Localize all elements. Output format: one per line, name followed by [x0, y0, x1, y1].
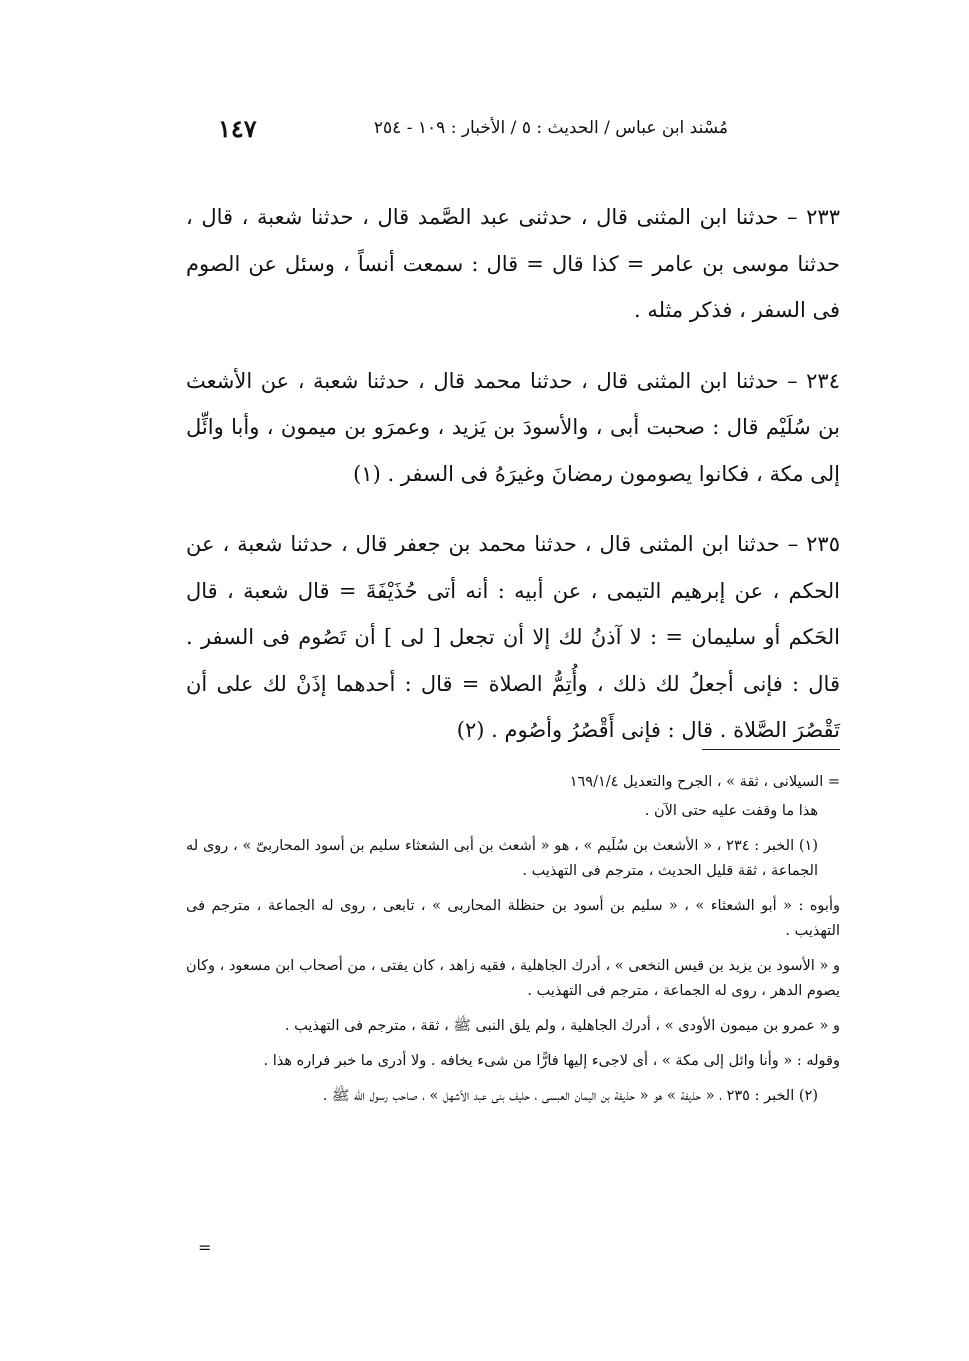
footnote-1-wail: وقوله : « وأنا وائل إلى مكة » ، أى لاجىء إليها فارًّا من شىء يخافه . ولا أدرى ما خبر فراره هذا . [263, 1053, 840, 1069]
footnote-1-amr: و « عمرو بن ميمون الأودى » ، أدرك الجاهلية ، ولم يلق النبى ﷺ ، ثقة ، مترجم فى التهذيب . [284, 1018, 840, 1034]
footnote-1: (١) الخبر : ٢٣٤ ، « الأشعث بن سُلَيم » ، هو « أشعث بن أبى الشعثاء سليم بن أسود المحاربىّ » ، روى له الجماعة ، ثقة قليل الحديث ، مترجم فى التهذيب . [186, 838, 818, 879]
footnote-1-father: وأبوه : « أبو الشعثاء » ، « سليم بن أسود بن حنظلة المحاربى » ، تابعى ، روى له الجماعة ، مترجم فى التهذيب . [186, 898, 840, 939]
page-number: ١٤٧ [218, 114, 257, 143]
footnote-1-aswad: و « الأسود بن يزيد بن قيس النخعى » ، أدرك الجاهلية ، فقيه زاهد ، كان يفتى ، من أصحاب ابن مسعود ، وكان يصوم الدهر ، روى له الجماعة ، مترجم فى التهذيب . [186, 958, 840, 999]
running-title: مُسْند ابن عباس / الحديث : ٥ / الأخبار : ١٠٩ - ٢٥٤ [373, 118, 728, 138]
hadith-235: ٢٣٥ – حدثنا ابن المثنى قال ، حدثنا محمد بن جعفر قال ، حدثنا شعبة ، عن الحكم ، عن إبرهيم التيمى ، عن أبيه : أنه أتى حُذَيْفَةَ = قال شعبة ، قال الحَكم أو سليمان = : لا آذنُ لك إلا أن تجعل [ لى ] أن تَصُوم فى السفر . قال : فإنى أجعلُ لك ذلك ، وأُتِمُّ الصلاة = قال : أحدهما إذَنْ لك على أن تَقْصُرَ الصَّلاة . قال : فإنى أَقْصُرُ وأصُوم . (٢) [186, 532, 840, 742]
hadith-234: ٢٣٤ – حدثنا ابن المثنى قال ، حدثنا محمد قال ، حدثنا شعبة ، عن الأشعث بن سُلَيْم قال : صحبت أبى ، والأسودَ بن يَزيد ، وعمرَو بن ميمون ، وأبا وائِّل إلى مكة ، فكانوا يصومون رمضانَ وغيرَهُ فى السفر . (١) [186, 368, 840, 486]
footnote-separator [702, 749, 840, 750]
footnote-remark: هذا ما وقفت عليه حتى الآن . [644, 803, 818, 819]
footnotes [186, 770, 840, 1119]
continuation-mark: = [198, 1238, 212, 1257]
main-text [186, 194, 840, 778]
footnote-continuation: = السيلانى ، ثقة » ، الجرح والتعديل ١٦٩/١/٤ [569, 774, 840, 790]
page-header [190, 114, 840, 150]
footnote-2: (٢) الخبر : ٢٣٥ ، « حذيفة » هو « حذيفة بن اليمان العبسى ، حليف بنى عبد الأشهل » ، صاحب رسول الله ﷺ . [322, 1088, 818, 1104]
hadith-233: ٢٣٣ – حدثنا ابن المثنى قال ، حدثنى عبد الصَّمد قال ، حدثنا شعبة ، قال ، حدثنا موسى بن عامر = كذا قال = قال : سمعت أنساً ، وسئل عن الصوم فى السفر ، فذكر مثله . [186, 205, 840, 322]
